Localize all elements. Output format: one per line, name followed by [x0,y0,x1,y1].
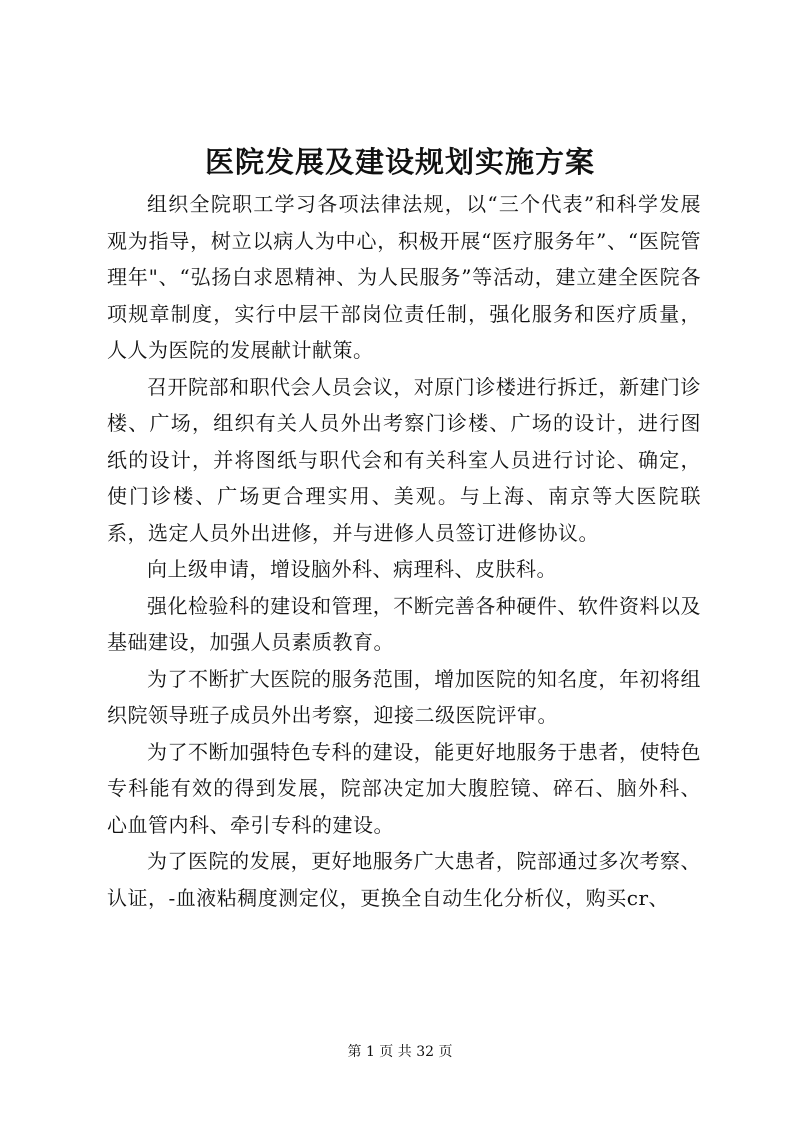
paragraph: 为了不断加强特色专科的建设，能更好地服务于患者，使特色专科能有效的得到发展，院部决定加大腹腔镜、碎石、脑外科、心血管内科、牵引专科的建设。 [107,739,701,837]
document-title: 医院发展及建设规划实施方案 [204,145,595,179]
paragraph: 为了不断扩大医院的服务范围，增加医院的知名度，年初将组织院领导班子成员外出考察，迎接二级医院评审。 [107,666,701,727]
page-number-footer: 第 1 页 共 32 页 [347,1044,453,1060]
paragraph: 召开院部和职代会人员会议，对原门诊楼进行拆迁，新建门诊楼、广场，组织有关人员外出考察门诊楼、广场的设计，进行图纸的设计，并将图纸与职代会和有关科室人员进行讨论、确定，使门诊楼、广场更合理实用、美观。与上海、南京等大医院联系，选定人员外出进修，并与进修人员签订进修协议。 [107,374,701,545]
document-body [107,186,701,916]
paragraph: 强化检验科的建设和管理，不断完善各种硬件、软件资料以及基础建设，加强人员素质教育。 [107,593,701,654]
paragraph: 向上级申请，增设脑外科、病理科、皮肤科。 [147,557,557,581]
paragraph: 组织全院职工学习各项法律法规，以“三个代表”和科学发展观为指导，树立以病人为中心，积极开展“医疗服务年”、“医院管理年"、“弘扬白求恩精神、为人民服务”等活动，建立建全医院各项规章制度，实行中层干部岗位责任制，强化服务和医疗质量，人人为医院的发展献计献策。 [107,192,701,362]
paragraph: 为了医院的发展，更好地服务广大患者，院部通过多次考察、认证，-血液粘稠度测定仪，更换全自动生化分析仪，购买cr、 [107,849,701,910]
